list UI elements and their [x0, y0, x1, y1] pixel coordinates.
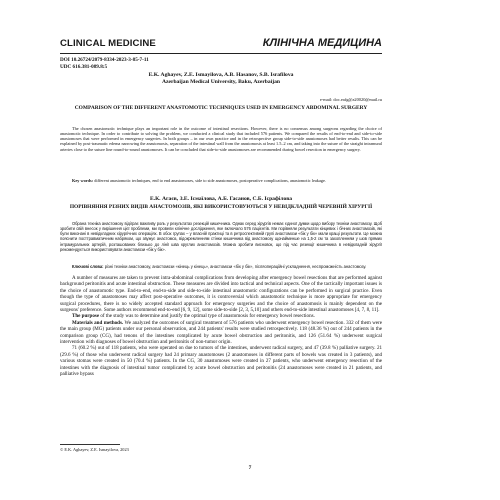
- methods-text: We analyzed the outcomes of surgical treatment of 576 patients who underwent emergency bowel resection. 332 of them were the main group (MG) patients under our personal observation, and 244 patients' results were studied retrospectively. 118 (48.36 %) out of 244 patients in the comparison group (CG), had tenons of the intestines complicated by acute bowel obstruction and peritonitis, and 126 (51.64 %) underwent surgical intervention with diagnoses of bowel obstruction and peritonitis of non-tumor origin.: [60, 319, 383, 346]
- authors-block: [60, 72, 382, 87]
- footer-rule: [60, 444, 120, 445]
- author-email: e-mail: doc.eafg@a20020@mail.ru: [319, 97, 382, 102]
- article-identifiers: [60, 57, 149, 70]
- keywords-en-text: different anastomotic techniques, end to end anastomoses, side to side anastomoses, postoperative complications, anastomotic leakage.: [94, 178, 326, 183]
- methods-paragraph: [60, 320, 382, 346]
- header-rule: [60, 53, 382, 54]
- purpose-text: of the study was to determine and justify the optimal type of anastomosis for emergency bowel resections.: [100, 313, 315, 320]
- results-paragraph: 71 (60.2 %) out of 118 patients, who were operated on due to tumors of the intestines, underwent radical surgery, and 47 (39.8 %) palliative surgery. 21 (29.6 %) of those who underwent radical surgery had 24 primary anastomoses (2 anastomoses in different parts of bowels was created in 3 patients), and various stomas were created in 50 (70.4 %) patients. In the CG, 30 anastomoses were created in 27 patients, who underwent emergency resection of the intestines with the diagnosis of intestinal tumor complicated by acute bowel obstruction and peritonitis (24 anastomoses were created in 21 patients, and palliative bypass: [60, 345, 382, 378]
- running-header: [60, 37, 382, 52]
- keywords-ua-text: різні техніки анастомозу, анастомози «кінець у кінець», анастомози «бік у бік», післяопераційні ускладнення, неспроможність анастомозу.: [104, 264, 367, 269]
- purpose-label: The purpose: [72, 313, 100, 320]
- article-title-ua: ПОРІВНЯННЯ РІЗНИХ ВИДІВ АНАСТОМОЗІВ, ЯКІ ВИКОРИСТОВУЮТЬСЯ У НЕВІДКЛАДНІЙ ЧЕРЕВНІЙ ХІРУРГІЇ: [69, 204, 373, 210]
- doi: DOI 10.26724/2079-8334-2023-3-85-7-11: [60, 57, 149, 63]
- keywords-ua: [60, 264, 382, 269]
- keywords-ua-label: Ключові слова:: [72, 264, 104, 269]
- page-number: 7: [248, 465, 252, 471]
- section-title-en: CLINICAL MEDICINE: [60, 38, 156, 49]
- methods-label: Materials and methods.: [72, 319, 124, 326]
- keywords-en-label: Key words:: [72, 178, 94, 183]
- author-names: E.K. Aghayev, Z.E. Ismayilova, A.B. Hasanov, S.B. Israfilova: [148, 72, 294, 78]
- authors-ua: Е.К. Агаєв, З.Е. Ісмаїлова, А.Б. Гасанов, С.Б. Ісрафілова: [149, 196, 293, 202]
- keywords-en: [60, 178, 382, 183]
- section-title-ua: КЛІНІЧНА МЕДИЦИНА: [262, 37, 382, 49]
- udc: UDC 616.381-089.8:5: [60, 63, 108, 70]
- article-title-en: COMPARISON OF THE DIFFERENT ANASTOMOTIC TECHNIQUES USED IN EMERGENCY ABDOMINAL SURGERY: [74, 105, 368, 111]
- affiliation: Azerbaijan Medical University, Baku, Azerbaijan: [161, 79, 281, 86]
- abstract-ua: Обрана техніка анастомозу відіграє важливу роль у результатах резекцій кишечника. Однак серед хірургів немає єдиної думки щодо вибору техніки анастомозу. Щоб зробити свій внесок у вирішення цієї проблеми, ми провели клінічне дослідження, яке включало 576 пацієнтів. Ми порівняли результати кінцевих і бічних анастомозів, які були виконані в невідкладних хірургічних операціях. В обох групах – у власній практиці та в ретроспективній групі анастомози «бік у бік» мали кращі результати. Це можна пояснити посттравматичним набряком, що звужує анастомоз, відокремленням стінки кишечника від анастомозу щонайменше на 1,5-2 см та захопленням у шов прямих інтрамуральних артерій, розташованих близько до лінії шва круглих анастомозів. Можна зробити висновок, що під час резекції кишечника в невідкладній хірургії рекомендується використовувати анастомози «бік у бік».: [60, 221, 382, 252]
- abstract-en: The chosen anastomotic technique plays an important role in the outcome of intestinal resections. However, there is no consensus among surgeons regarding the choice of anastomotic technique. In order to contribute to solving the problem, we conducted a clinical study that included 576 patients. We compared the results of end-to-end and side-to-side anastomoses that were performed in emergency surgeries. In both groups – in our own practice and in the retrospective group side-to-side anastomoses had better results. This can be explained by post-traumatic edema narrowing the anastomosis, separation of the intestinal wall from the anastomosis at least 1.5–2 cm, and taking into the suture of the straight intramural arteries close to the suture line round-to-round anastomoses. It can be concluded that side-to-side anastomoses are recommended during bowel resection in emergency surgery.: [60, 126, 382, 152]
- copyright: © E.K. Aghayev, Z.E. Ismayilova, 2023: [60, 447, 129, 452]
- intro-paragraph: A number of measures are taken to prevent intra-abdominal complications from developing after emergency bowel resections that are performed against background peritonitis and acute intestinal obstruction. These measures are divided into tactical and technical aspects. One of the tactically important issues is the choice of anastomotic type. End-to-end, end-to-side and side-to-side intestinal anastomotic configurations can be performed in surgical practice. Even though the type of anastomoses may affect post-operative outcomes, it is controversial which anastomotic technique is more appropriate for emergency surgical procedures, there is no widely accepted standard approach for emergency surgeries and the choice of anastomosis is mainly dependent on the surgeons' preference. Some authors recommend end-to-end [6, 9, 12], some side-to-side [2, 3, 5,10] and others end-to-side intestinal anastomoses [4, 7, 8, 11].: [60, 275, 382, 314]
- article-body: [60, 275, 382, 378]
